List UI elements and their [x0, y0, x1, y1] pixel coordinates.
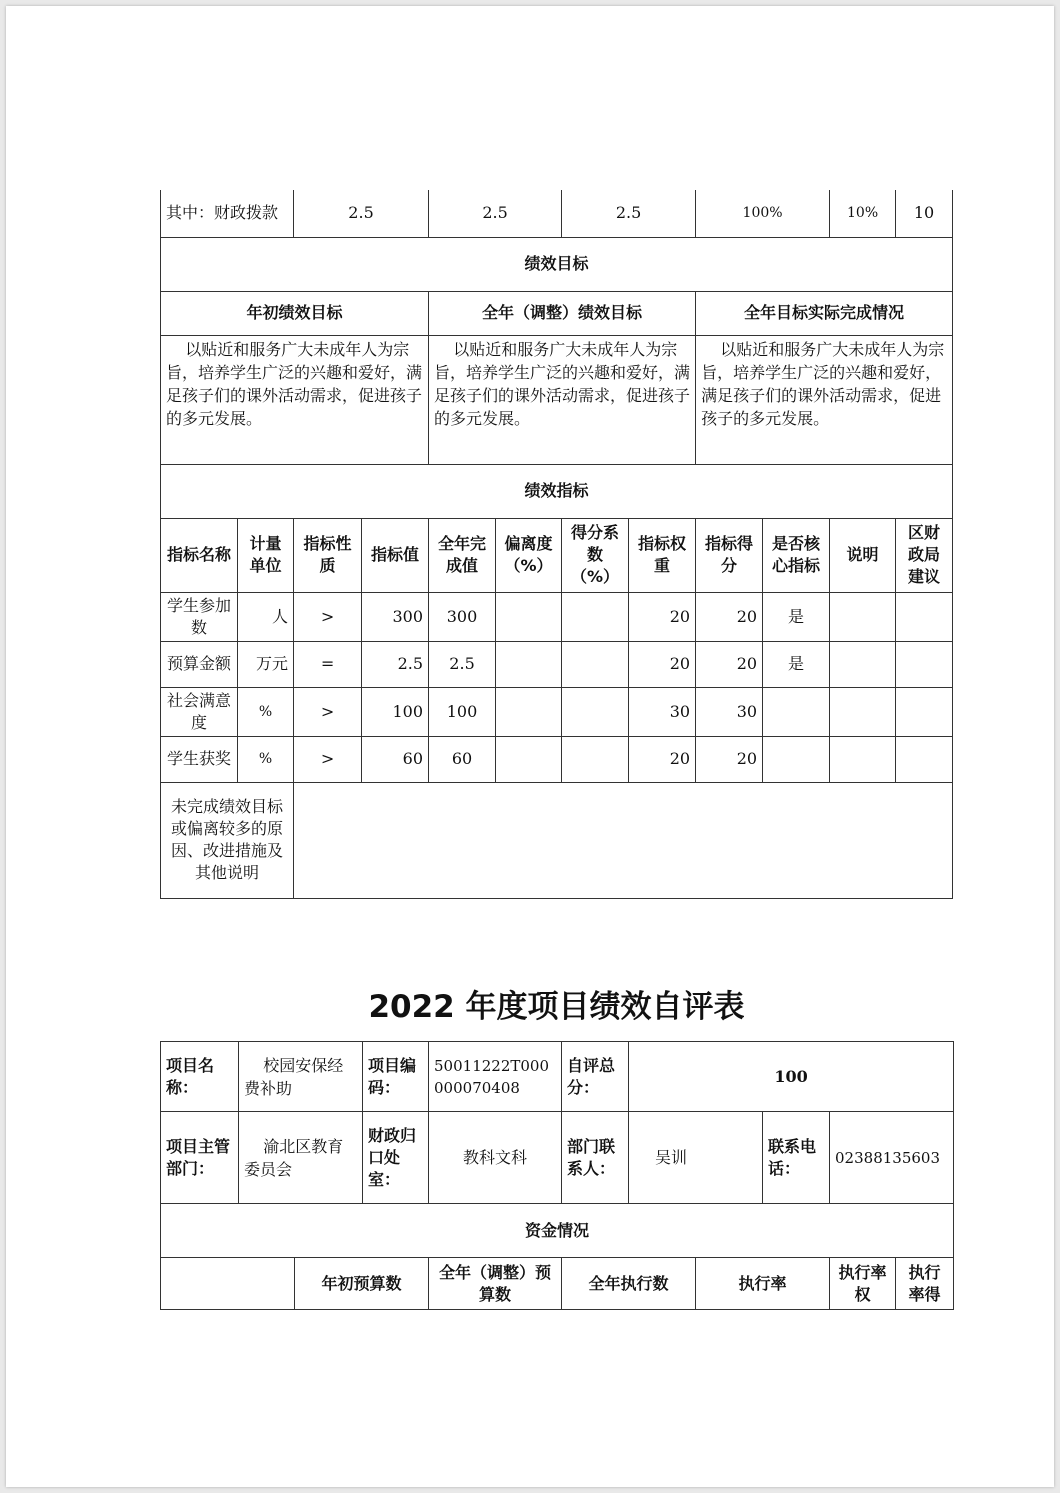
goals-header-actual: 全年目标实际完成情况 — [696, 291, 953, 335]
self-score-label: 自评总分： — [562, 1042, 629, 1112]
fund-section-title: 资金情况 — [161, 1204, 954, 1258]
dept-info-row — [161, 1112, 954, 1204]
ind-unit: 人 — [238, 592, 294, 641]
ind-core: 是 — [763, 641, 830, 687]
ind-weight: 20 — [629, 736, 696, 782]
ind-nature: > — [294, 687, 362, 736]
phone: 02388135603 — [830, 1112, 954, 1204]
ind-header-unit: 计量单位 — [238, 518, 294, 592]
ind-note — [830, 592, 896, 641]
fund-executed: 2.5 — [562, 190, 696, 237]
ind-coef — [562, 641, 629, 687]
fund-row — [161, 190, 953, 237]
indicator-row — [161, 592, 953, 641]
fund-header-rate-score: 执行率得 — [896, 1258, 954, 1310]
fund-adjusted-budget: 2.5 — [429, 190, 562, 237]
ind-header-note: 说明 — [830, 518, 896, 592]
unfinished-row — [161, 782, 953, 898]
ind-header-actual: 全年完成值 — [429, 518, 496, 592]
goals-header-adjusted: 全年（调整）绩效目标 — [429, 291, 696, 335]
project-name-label: 项目名称： — [161, 1042, 239, 1112]
ind-name: 学生参加数 — [161, 592, 238, 641]
fund-exec-rate: 100% — [696, 190, 830, 237]
ind-score: 20 — [696, 641, 763, 687]
ind-core — [763, 736, 830, 782]
project-name: 校园安保经费补助 — [239, 1042, 363, 1112]
ind-actual: 100 — [429, 687, 496, 736]
contact-label: 部门联系人： — [562, 1112, 629, 1204]
goal-initial-text: 以贴近和服务广大未成年人为宗旨，培养学生广泛的兴趣和爱好，满足孩子们的课外活动需求，促进孩子的多元发展。 — [161, 335, 429, 464]
ind-header-core: 是否核心指标 — [763, 518, 830, 592]
ind-header-coef: 得分系数（%） — [562, 518, 629, 592]
fund-header-rate-weight: 执行率权 — [830, 1258, 896, 1310]
goal-actual-text: 以贴近和服务广大未成年人为宗旨，培养学生广泛的兴趣和爱好，满足孩子们的课外活动需求，促进孩子的多元发展。 — [696, 335, 953, 464]
ind-value: 100 — [362, 687, 429, 736]
ind-core — [763, 687, 830, 736]
fund-score: 10 — [896, 190, 953, 237]
performance-table-continued — [160, 190, 953, 899]
ind-advice — [896, 592, 953, 641]
ind-coef — [562, 736, 629, 782]
ind-header-name: 指标名称 — [161, 518, 238, 592]
indicators-header-row — [161, 518, 953, 592]
ind-weight: 20 — [629, 641, 696, 687]
goals-header-initial: 年初绩效目标 — [161, 291, 429, 335]
ind-unit: % — [238, 736, 294, 782]
ind-header-nature: 指标性质 — [294, 518, 362, 592]
goal-adjusted-text: 以贴近和服务广大未成年人为宗旨，培养学生广泛的兴趣和爱好，满足孩子们的课外活动需求，促进孩子的多元发展。 — [429, 335, 696, 464]
ind-value: 2.5 — [362, 641, 429, 687]
ind-actual: 2.5 — [429, 641, 496, 687]
ind-advice — [896, 736, 953, 782]
fund-header-rate: 执行率 — [696, 1258, 830, 1310]
ind-actual: 60 — [429, 736, 496, 782]
ind-coef — [562, 687, 629, 736]
dept: 渝北区教育委员会 — [239, 1112, 363, 1204]
unfinished-label: 未完成绩效目标或偏离较多的原因、改进措施及其他说明 — [161, 782, 294, 898]
ind-weight: 30 — [629, 687, 696, 736]
ind-header-advice: 区财政局建议 — [896, 518, 953, 592]
ind-name: 预算金额 — [161, 641, 238, 687]
fund-header-row — [161, 1258, 954, 1310]
ind-deviation — [496, 641, 562, 687]
ind-header-weight: 指标权重 — [629, 518, 696, 592]
finance-office: 教科文科 — [429, 1112, 562, 1204]
project-info-row — [161, 1042, 954, 1112]
ind-value: 300 — [362, 592, 429, 641]
indicator-row — [161, 687, 953, 736]
fund-header-blank — [161, 1258, 295, 1310]
ind-unit: % — [238, 687, 294, 736]
ind-advice — [896, 641, 953, 687]
phone-label: 联系电话： — [763, 1112, 830, 1204]
project-code-label: 项目编码： — [363, 1042, 429, 1112]
ind-unit: 万元 — [238, 641, 294, 687]
goals-header-row — [161, 291, 953, 335]
project-code: 50011222T000000070408 — [429, 1042, 562, 1112]
ind-weight: 20 — [629, 592, 696, 641]
contact: 吴训 — [629, 1112, 763, 1204]
ind-nature: = — [294, 641, 362, 687]
project-self-eval-table — [160, 1041, 954, 1310]
fund-initial-budget: 2.5 — [294, 190, 429, 237]
ind-advice — [896, 687, 953, 736]
indicator-row — [161, 641, 953, 687]
indicator-row — [161, 736, 953, 782]
ind-score: 20 — [696, 592, 763, 641]
ind-deviation — [496, 736, 562, 782]
self-score: 100 — [629, 1042, 954, 1112]
fund-row-label: 其中：财政拨款 — [161, 190, 294, 237]
goals-content-row — [161, 335, 953, 464]
goals-section-title: 绩效目标 — [161, 237, 953, 291]
ind-score: 30 — [696, 687, 763, 736]
ind-coef — [562, 592, 629, 641]
ind-note — [830, 687, 896, 736]
ind-nature: > — [294, 736, 362, 782]
dept-label: 项目主管部门： — [161, 1112, 239, 1204]
fund-weight: 10% — [830, 190, 896, 237]
ind-value: 60 — [362, 736, 429, 782]
form-title: 2022 年度项目绩效自评表 — [368, 989, 745, 1025]
fund-header-adjusted: 全年（调整）预算数 — [429, 1258, 562, 1310]
ind-header-deviation: 偏离度（%） — [496, 518, 562, 592]
ind-name: 社会满意度 — [161, 687, 238, 736]
ind-note — [830, 641, 896, 687]
ind-score: 20 — [696, 736, 763, 782]
ind-deviation — [496, 592, 562, 641]
fund-header-initial: 年初预算数 — [295, 1258, 429, 1310]
ind-actual: 300 — [429, 592, 496, 641]
unfinished-value — [294, 782, 953, 898]
finance-office-label: 财政归口处室： — [363, 1112, 429, 1204]
ind-note — [830, 736, 896, 782]
ind-header-value: 指标值 — [362, 518, 429, 592]
ind-deviation — [496, 687, 562, 736]
indicators-section-title: 绩效指标 — [161, 464, 953, 518]
ind-core: 是 — [763, 592, 830, 641]
fund-header-executed: 全年执行数 — [562, 1258, 696, 1310]
ind-nature: > — [294, 592, 362, 641]
ind-header-score: 指标得分 — [696, 518, 763, 592]
ind-name: 学生获奖 — [161, 736, 238, 782]
